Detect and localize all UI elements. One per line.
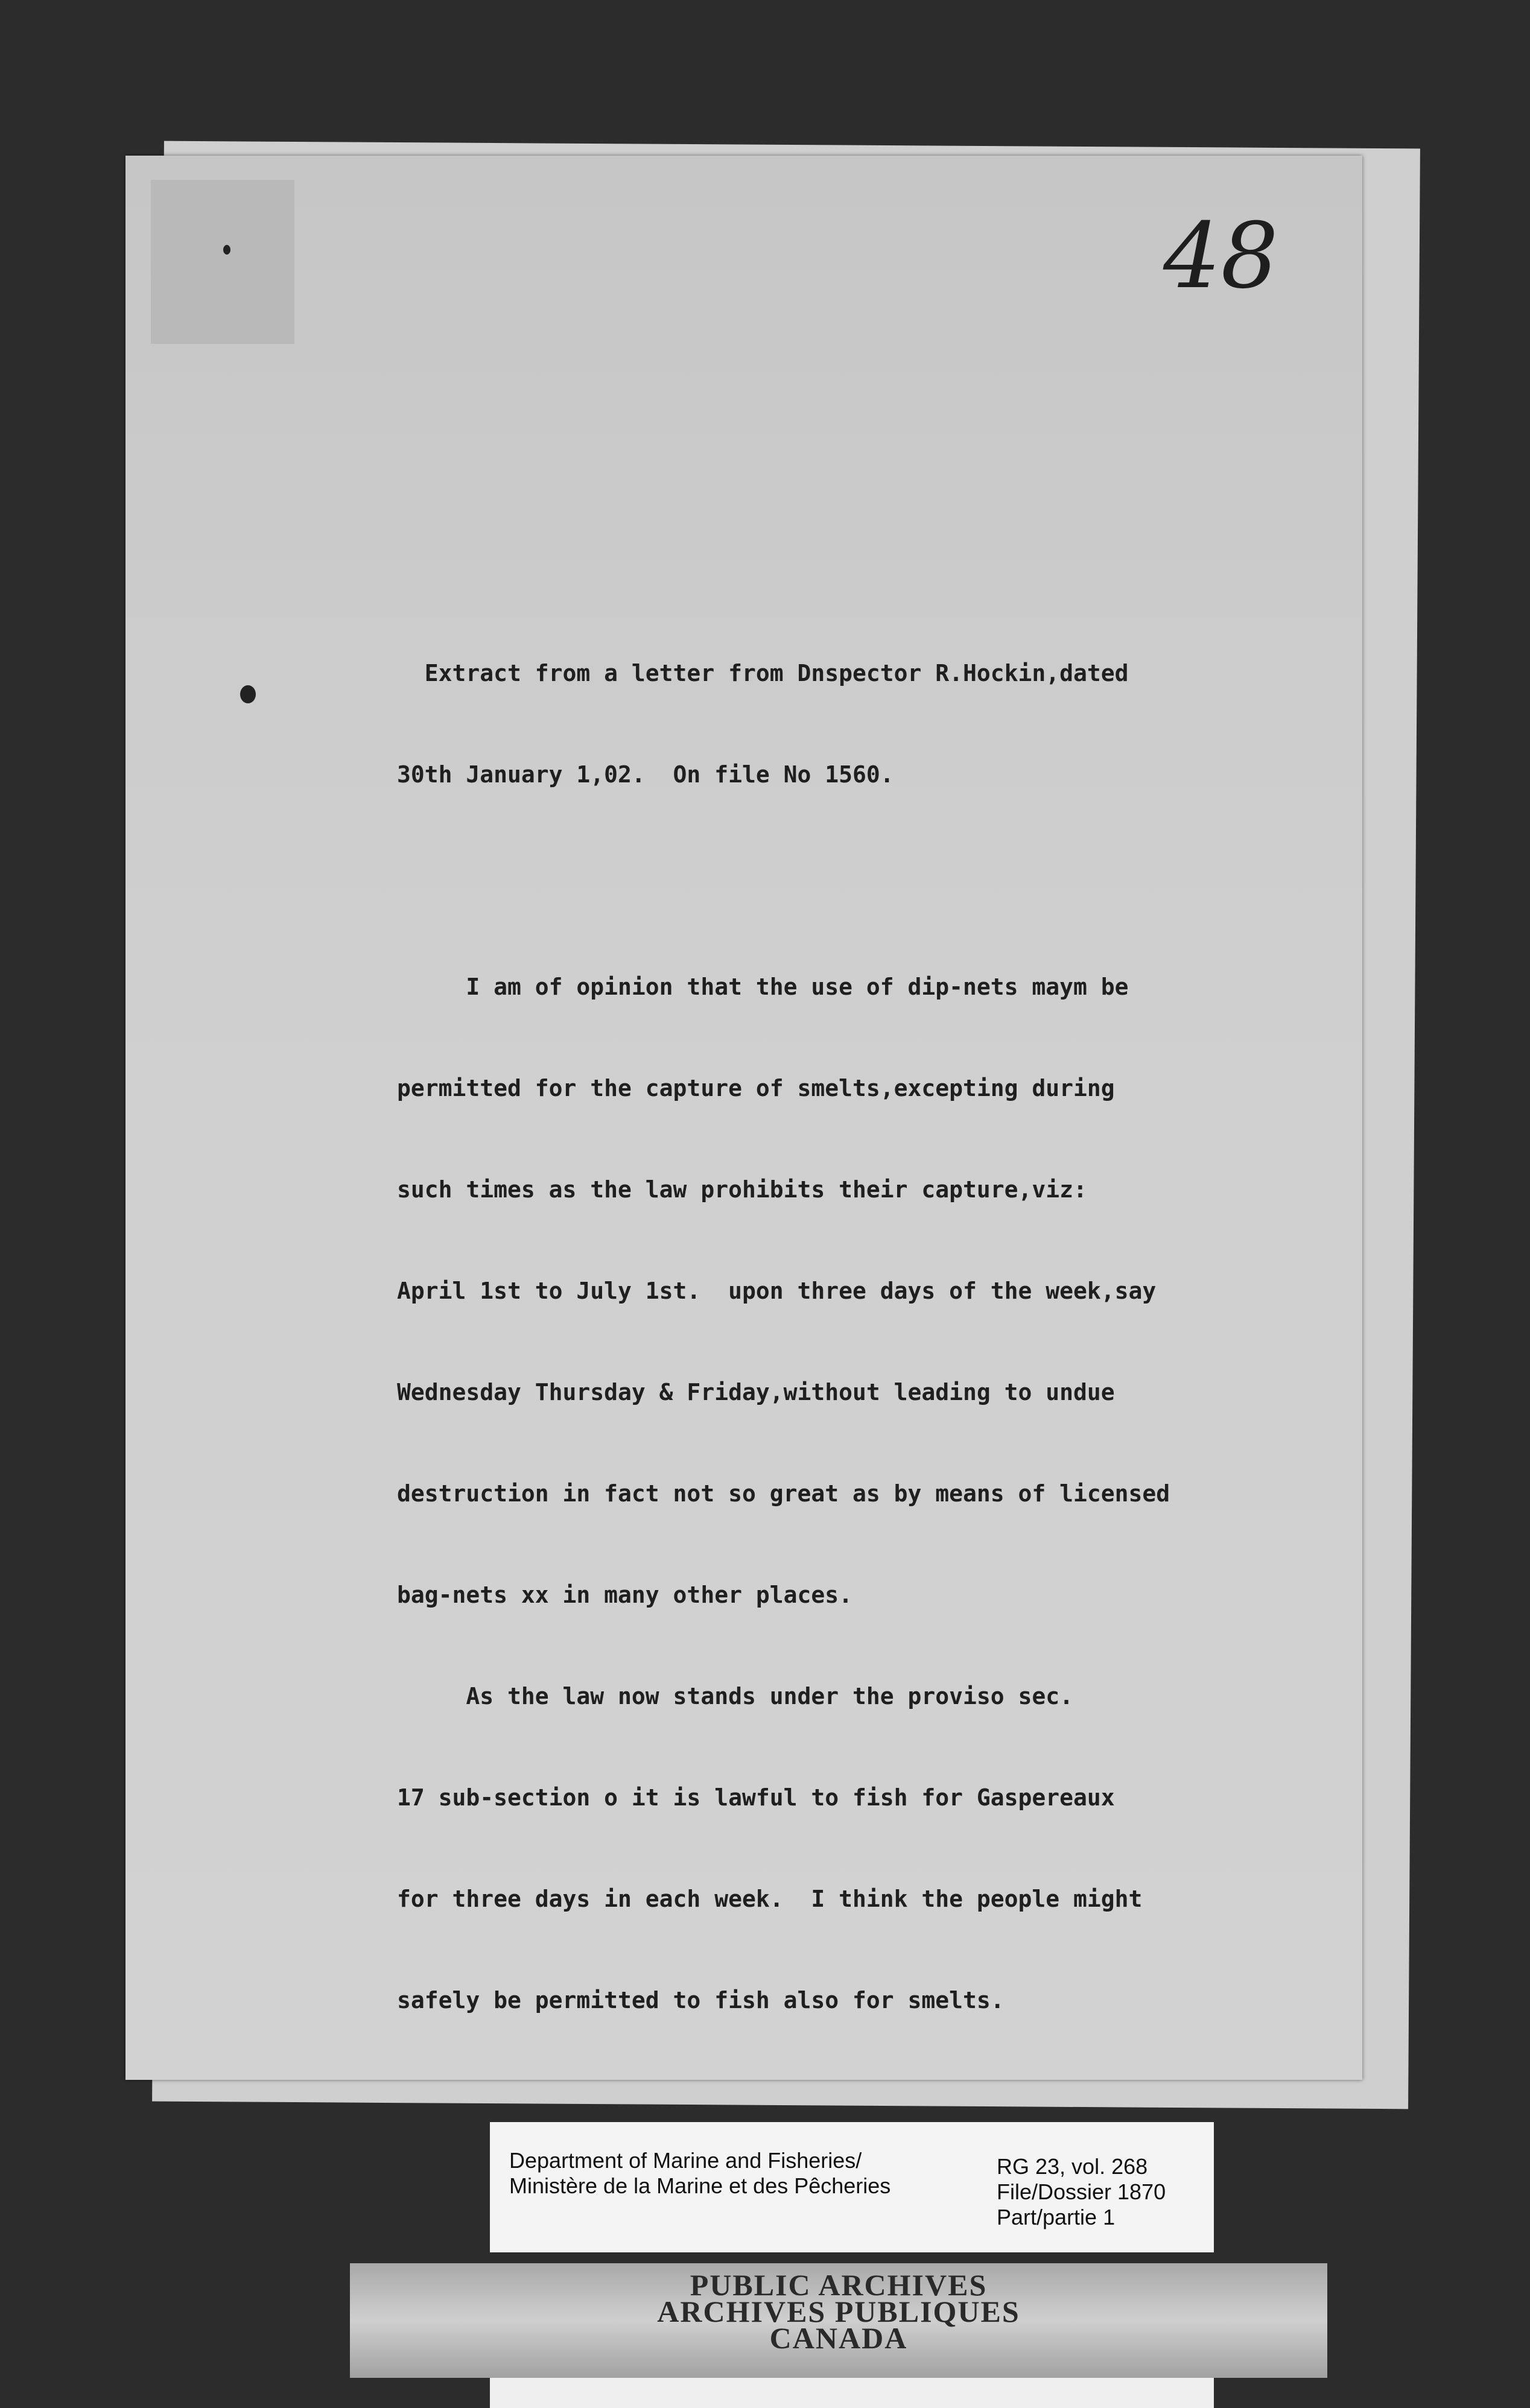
corner-patch — [151, 180, 294, 344]
page-number: 48 — [1163, 204, 1278, 309]
heading-line: Extract from a letter from Dnspector R.Hockin,dated — [397, 660, 1129, 686]
stamp-line: ARCHIVES PUBLIQUES — [657, 2295, 1020, 2328]
body-line: permitted for the capture of smelts,excepting during — [397, 1075, 1115, 1101]
record-group: RG 23, vol. 268 — [997, 2154, 1148, 2179]
body-line: for three days in each week. I think the people might — [397, 1886, 1143, 1912]
file-number: File/Dossier 1870 — [997, 2179, 1166, 2204]
stamp-line: PUBLIC ARCHIVES — [690, 2268, 988, 2302]
body-line: safely be permitted to fish also for smelts. — [397, 1987, 1005, 2014]
department-en: Department of Marine and Fisheries/ — [509, 2148, 862, 2173]
body-line: 17 sub-section o it is lawful to fish for Gaspereaux — [397, 1784, 1115, 1811]
stamp-line: CANADA — [769, 2321, 908, 2355]
body-line: destruction in fact not so great as by means of licensed — [397, 1480, 1170, 1507]
part-number: Part/partie 1 — [997, 2205, 1116, 2229]
body-line: April 1st to July 1st. upon three days of the week,say — [397, 1278, 1157, 1304]
body-line: I am of opinion that the use of dip-nets maym be — [397, 974, 1129, 1000]
document-page — [125, 156, 1362, 2080]
archives-stamp — [350, 2263, 1327, 2378]
bottom-strip — [490, 2378, 1214, 2408]
ink-spot — [223, 245, 230, 255]
body-line: bag-nets xx in many other places. — [397, 1582, 852, 1608]
body-line: Wednesday Thursday & Friday,without leading to undue — [397, 1379, 1115, 1405]
letter-body — [397, 910, 1170, 2077]
archive-label — [490, 2122, 1214, 2252]
heading-line: 30th January 1‚02. On file No 1560. — [397, 761, 894, 788]
ink-spot — [240, 685, 256, 703]
body-line: such times as the law prohibits their capture,viz: — [397, 1176, 1087, 1203]
department-fr: Ministère de la Marine et des Pêcheries — [509, 2173, 891, 2198]
extract-heading — [397, 596, 1129, 852]
body-line: As the law now stands under the proviso sec. — [397, 1683, 1074, 1709]
